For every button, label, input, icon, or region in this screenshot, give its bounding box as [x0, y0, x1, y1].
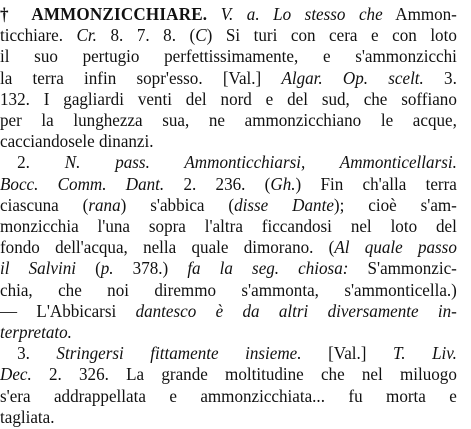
entry-text: Al quale passo: [334, 237, 457, 258]
entry-text: Stringersi fittamente insieme.: [56, 343, 302, 364]
entry-text: 2. 236. (: [164, 173, 271, 194]
entry-text: 378.): [113, 258, 188, 279]
entry-text: — L'Abbicarsi: [0, 300, 136, 321]
entry-text: S'ammonzic-: [348, 258, 457, 279]
entry-text: [207, 4, 221, 24]
entry-text: cacciandosele dinanzi.: [0, 131, 154, 152]
entry-text: chia, che noi diremmo s'ammonta, s'ammonticella.): [0, 279, 457, 300]
entry-text: 3.: [0, 343, 57, 364]
entry-text: rana: [88, 194, 121, 215]
entry-text: Algar. Op. scelt.: [281, 67, 424, 88]
entry-text: il suo pertugio perfettissimamente, e s'ammonzicchi: [0, 46, 457, 67]
entry-text: Ammon-: [382, 4, 457, 24]
entry-text: Bocc. Comm. Dant.: [0, 173, 165, 194]
entry-text: ciascuna (: [0, 194, 89, 215]
entry-text: p.: [100, 258, 114, 279]
entry-text: Dec.: [0, 364, 32, 385]
entry-text: [Val.]: [301, 343, 394, 364]
entry-text: la terra infin sopr'esso. [Val.]: [0, 67, 282, 88]
entry-text: disse Dante: [234, 194, 334, 215]
entry-text: 2. 326. La grande moltitudine che nel miluogo: [31, 364, 457, 385]
entry-text: il Salvini: [0, 258, 76, 279]
entry-text: N. pass. Ammonticchiarsi, Ammonticellarsi.: [64, 152, 457, 173]
entry-text: (: [75, 258, 101, 279]
entry-text: ); cioè s'am-: [333, 194, 457, 215]
entry-text: fondo dell'acqua, nella quale dimorano. (: [0, 237, 335, 258]
entry-text: fa la seg. chiosa:: [187, 258, 349, 279]
entry-text: per la lunghezza sua, ne ammonzicchiano le acque,: [0, 110, 457, 130]
entry-text: s'era addrappellata e ammonzicchiata... fu morta e: [0, 385, 457, 406]
entry-text: Cr.: [76, 25, 97, 46]
entry-text: 8. 7. 8. (: [96, 25, 196, 46]
entry-line: [0, 405, 457, 429]
entry-text: dantesco è da altri diversamente in-: [135, 300, 457, 321]
entry-text: ticchiare.: [0, 25, 77, 46]
dagger-mark: †: [0, 4, 32, 24]
entry-text: terpretato.: [0, 322, 72, 342]
entry-text: ) Si turi con cera e con loto: [206, 25, 457, 46]
entry-text: monzicchia l'una sopra l'altra ficcandosi nel loto del: [0, 216, 457, 236]
entry-text: Gh.: [270, 173, 296, 194]
entry-text: T. Liv.: [393, 343, 457, 364]
entry-text: ) s'abbica (: [120, 194, 235, 215]
entry-text: V. a. Lo stesso che: [220, 4, 383, 24]
entry-text: ) Fin ch'alla terra: [295, 173, 457, 194]
entry-text: C: [195, 25, 207, 46]
entry-text: tagliata.: [0, 406, 55, 427]
entry-text: 2.: [0, 152, 65, 173]
entry-text: 3.: [423, 67, 457, 88]
headword: AMMONZICCHIARE.: [31, 4, 208, 24]
entry-text: 132. I gagliardi venti del nord e del sud, che soffiano: [0, 88, 457, 109]
